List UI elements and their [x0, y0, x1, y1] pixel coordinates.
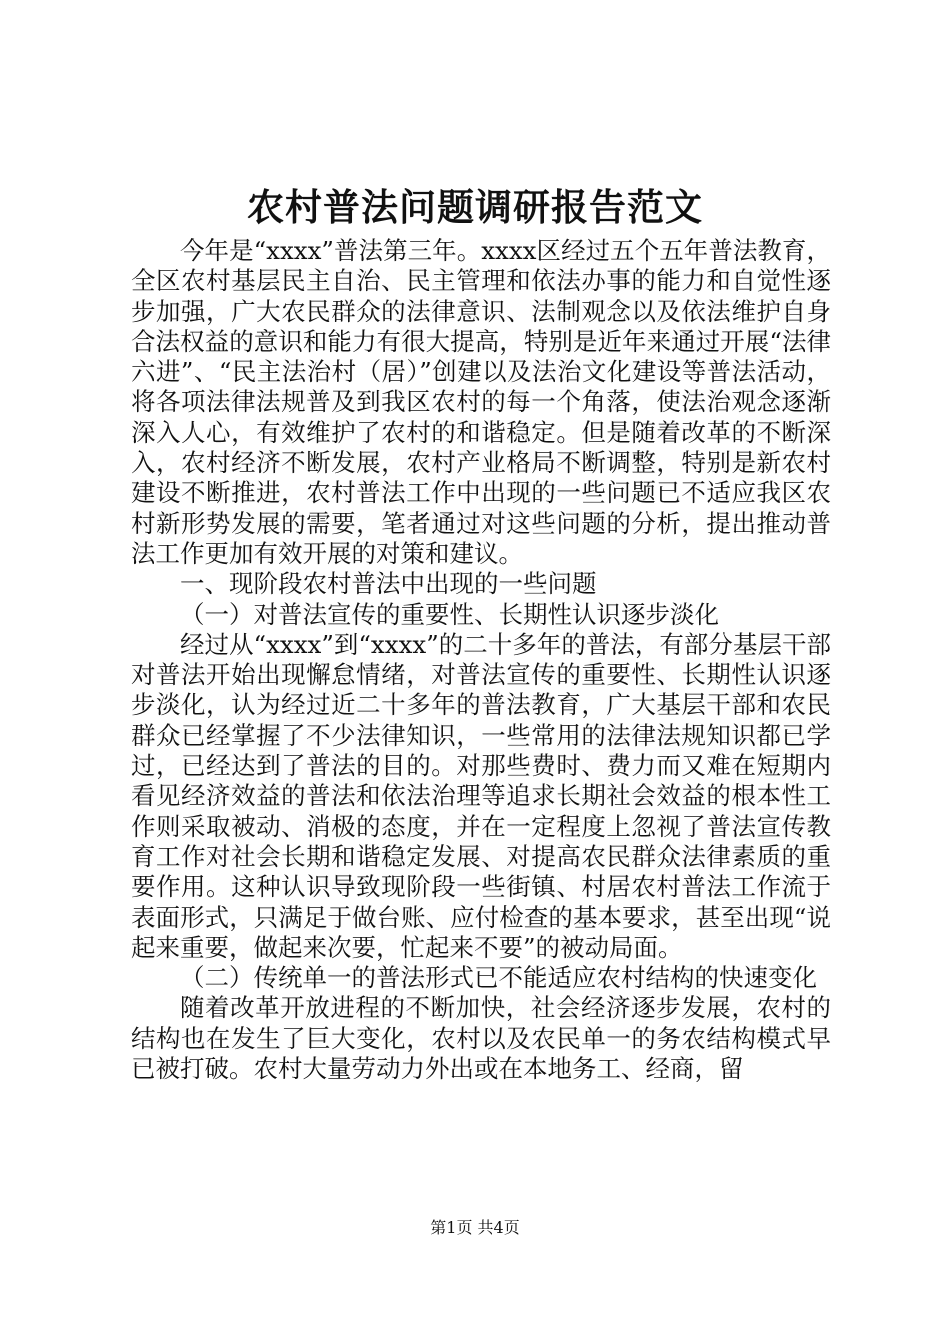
document-body	[131, 236, 831, 1084]
subsection-heading-1: （一）对普法宣传的重要性、长期性认识逐步淡化	[180, 599, 719, 629]
page-footer: 第1页 共4页	[430, 1218, 520, 1237]
paragraph-intro: 今年是“xxxx”普法第三年。xxxx区经过五个五年普法教育，全区农村基层民主自治、民主管理和依法办事的能力和自觉性逐步加强，广大农民群众的法律意识、法制观念以及依法维护自身合法权益的意识和能力有很大提高，特别是近年来通过开展“法律六进”、“民主法治村（居）”创建以及法治文化建设等普法活动，将各项法律法规普及到我区农村的每一个角落，使法治观念逐渐深入人心，有效维护了农村的和谐稳定。但是随着改革的不断深入，农村经济不断发展，农村产业格局不断调整，特别是新农村建设不断推进，农村普法工作中出现的一些问题已不适应我区农村新形势发展的需要，笔者通过对这些问题的分析，提出推动普法工作更加有效开展的对策和建议。	[131, 236, 831, 568]
section-heading-1: 一、现阶段农村普法中出现的一些问题	[180, 569, 597, 599]
subsection-heading-2: （二）传统单一的普法形式已不能适应农村结构的快速变化	[180, 963, 817, 993]
document-title: 农村普法问题调研报告范文	[247, 185, 703, 229]
paragraph-subsection-1: 经过从“xxxx”到“xxxx”的二十多年的普法，有部分基层干部对普法开始出现懈怠情绪，对普法宣传的重要性、长期性认识逐步淡化，认为经过近二十多年的普法教育，广大基层干部和农民群众已经掌握了不少法律知识，一些常用的法律法规知识都已学过，已经达到了普法的目的。对那些费时、费力而又难在短期内看见经济效益的普法和依法治理等追求长期社会效益的根本性工作则采取被动、消极的态度，并在一定程度上忽视了普法宣传教育工作对社会长期和谐稳定发展、对提高农民群众法律素质的重要作用。这种认识导致现阶段一些街镇、村居农村普法工作流于表面形式，只满足于做台账、应付检查的基本要求，甚至出现“说起来重要，做起来次要，忙起来不要”的被动局面。	[131, 629, 831, 962]
paragraph-subsection-2: 随着改革开放进程的不断加快，社会经济逐步发展，农村的结构也在发生了巨大变化，农村以及农民单一的务农结构模式早已被打破。农村大量劳动力外出或在本地务工、经商，留	[131, 993, 831, 1084]
